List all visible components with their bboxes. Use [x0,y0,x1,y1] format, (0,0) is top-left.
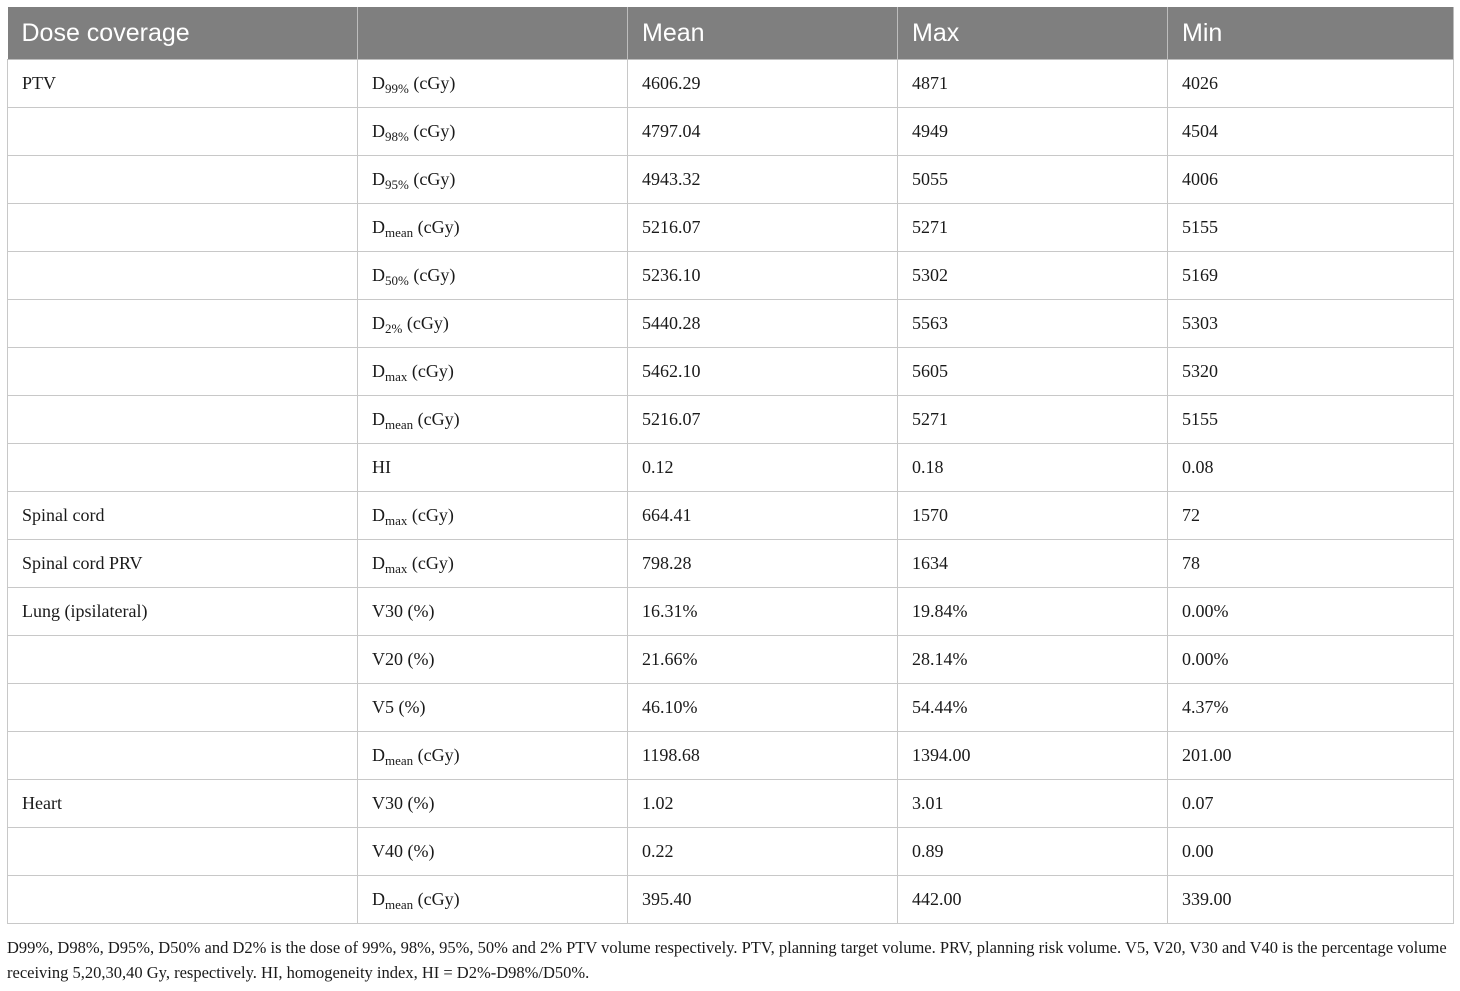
min-value-cell: 4504 [1168,108,1454,156]
structure-cell [8,828,358,876]
min-value-cell: 5303 [1168,300,1454,348]
metric-label: D [372,217,385,237]
dose-coverage-table-container [7,7,1453,924]
structure-cell [8,348,358,396]
structure-cell: Spinal cord [8,492,358,540]
metric-cell [358,540,628,588]
structure-cell [8,636,358,684]
mean-value-cell: 1198.68 [628,732,898,780]
structure-cell [8,444,358,492]
min-value-cell: 5155 [1168,396,1454,444]
metric-unit: (cGy) [413,409,460,429]
table-row [8,876,1454,924]
metric-unit: (cGy) [402,313,449,333]
max-value-cell: 5055 [898,156,1168,204]
metric-unit: (cGy) [413,889,460,909]
max-value-cell: 4871 [898,60,1168,108]
metric-subscript: 50% [385,273,409,288]
table-row [8,684,1454,732]
metric-subscript: 99% [385,81,409,96]
table-body [8,60,1454,924]
mean-value-cell: 0.12 [628,444,898,492]
min-value-cell: 4.37% [1168,684,1454,732]
max-value-cell: 4949 [898,108,1168,156]
metric-subscript: max [385,369,408,384]
metric-label: D [372,265,385,285]
mean-value-cell: 798.28 [628,540,898,588]
min-value-cell: 0.00% [1168,636,1454,684]
metric-label: D [372,889,385,909]
max-value-cell: 1634 [898,540,1168,588]
table-row [8,396,1454,444]
max-value-cell: 3.01 [898,780,1168,828]
column-header-max: Max [898,7,1168,60]
min-value-cell: 4026 [1168,60,1454,108]
metric-label: V5 (%) [372,697,426,717]
min-value-cell: 5155 [1168,204,1454,252]
structure-cell: Lung (ipsilateral) [8,588,358,636]
max-value-cell: 54.44% [898,684,1168,732]
metric-cell [358,444,628,492]
structure-cell: Spinal cord PRV [8,540,358,588]
metric-label: V30 (%) [372,793,435,813]
metric-cell [358,204,628,252]
min-value-cell: 72 [1168,492,1454,540]
min-value-cell: 201.00 [1168,732,1454,780]
table-row [8,348,1454,396]
table-footnote: D99%, D98%, D95%, D50% and D2% is the dose of 99%, 98%, 95%, 50% and 2% PTV volume respectively. PTV, planning target volume. PRV, planning risk volume. V5, V20, V30 and V40 is the percentage volume receiving 5,20,30,40 Gy, respectively. HI, homogeneity index, HI = D2%-D98%/D50%. [7,938,1447,982]
mean-value-cell: 395.40 [628,876,898,924]
table-row [8,732,1454,780]
min-value-cell: 0.00 [1168,828,1454,876]
structure-cell [8,876,358,924]
max-value-cell: 5271 [898,396,1168,444]
metric-subscript: mean [385,225,414,240]
metric-label: D [372,361,385,381]
metric-unit: (cGy) [408,121,456,141]
table-row [8,492,1454,540]
metric-subscript: mean [385,897,414,912]
column-header-mean: Mean [628,7,898,60]
metric-cell [358,732,628,780]
structure-cell [8,252,358,300]
min-value-cell: 0.00% [1168,588,1454,636]
metric-subscript: max [385,561,408,576]
min-value-cell: 339.00 [1168,876,1454,924]
structure-cell [8,156,358,204]
structure-cell: PTV [8,60,358,108]
structure-cell: Heart [8,780,358,828]
metric-label: HI [372,457,391,477]
table-row [8,156,1454,204]
table-row [8,252,1454,300]
min-value-cell: 78 [1168,540,1454,588]
min-value-cell: 5169 [1168,252,1454,300]
structure-cell [8,300,358,348]
metric-cell [358,492,628,540]
metric-cell [358,348,628,396]
max-value-cell: 19.84% [898,588,1168,636]
metric-subscript: mean [385,753,414,768]
metric-subscript: 98% [385,129,409,144]
table-row [8,444,1454,492]
max-value-cell: 5271 [898,204,1168,252]
structure-cell [8,684,358,732]
structure-cell [8,396,358,444]
metric-label: V20 (%) [372,649,435,669]
max-value-cell: 5302 [898,252,1168,300]
metric-cell [358,300,628,348]
table-header-row [8,7,1454,60]
table-row [8,828,1454,876]
metric-cell [358,828,628,876]
dose-coverage-table [7,7,1454,924]
metric-subscript: max [385,513,408,528]
max-value-cell: 28.14% [898,636,1168,684]
mean-value-cell: 16.31% [628,588,898,636]
mean-value-cell: 5216.07 [628,204,898,252]
metric-label: D [372,745,385,765]
metric-subscript: 95% [385,177,409,192]
mean-value-cell: 5216.07 [628,396,898,444]
metric-unit: (cGy) [407,553,454,573]
table-row [8,588,1454,636]
min-value-cell: 0.07 [1168,780,1454,828]
structure-cell [8,108,358,156]
metric-label: V30 (%) [372,601,435,621]
table-row [8,60,1454,108]
max-value-cell: 1570 [898,492,1168,540]
structure-cell [8,204,358,252]
metric-label: D [372,409,385,429]
structure-cell [8,732,358,780]
metric-subscript: mean [385,417,414,432]
table-row [8,204,1454,252]
metric-cell [358,252,628,300]
table-row [8,300,1454,348]
mean-value-cell: 4943.32 [628,156,898,204]
table-row [8,780,1454,828]
max-value-cell: 0.18 [898,444,1168,492]
metric-label: D [372,313,385,333]
metric-cell [358,108,628,156]
metric-label: V40 (%) [372,841,435,861]
mean-value-cell: 1.02 [628,780,898,828]
metric-label: D [372,121,385,141]
mean-value-cell: 4797.04 [628,108,898,156]
mean-value-cell: 46.10% [628,684,898,732]
metric-cell [358,588,628,636]
metric-label: D [372,169,385,189]
mean-value-cell: 664.41 [628,492,898,540]
metric-cell [358,780,628,828]
metric-label: D [372,553,385,573]
mean-value-cell: 5440.28 [628,300,898,348]
min-value-cell: 5320 [1168,348,1454,396]
mean-value-cell: 5462.10 [628,348,898,396]
metric-unit: (cGy) [407,361,454,381]
max-value-cell: 1394.00 [898,732,1168,780]
metric-unit: (cGy) [408,265,456,285]
metric-unit: (cGy) [408,73,456,93]
metric-label: D [372,73,385,93]
mean-value-cell: 0.22 [628,828,898,876]
column-header-min: Min [1168,7,1454,60]
metric-unit: (cGy) [407,505,454,525]
metric-unit: (cGy) [413,217,460,237]
min-value-cell: 4006 [1168,156,1454,204]
max-value-cell: 5605 [898,348,1168,396]
max-value-cell: 5563 [898,300,1168,348]
metric-unit: (cGy) [413,745,460,765]
table-row [8,540,1454,588]
metric-cell [358,684,628,732]
metric-label: D [372,505,385,525]
metric-cell [358,156,628,204]
metric-cell [358,60,628,108]
min-value-cell: 0.08 [1168,444,1454,492]
mean-value-cell: 5236.10 [628,252,898,300]
metric-cell [358,636,628,684]
mean-value-cell: 4606.29 [628,60,898,108]
table-row [8,108,1454,156]
mean-value-cell: 21.66% [628,636,898,684]
metric-cell [358,396,628,444]
column-header-dose-coverage: Dose coverage [8,7,358,60]
metric-subscript: 2% [385,321,403,336]
max-value-cell: 0.89 [898,828,1168,876]
metric-unit: (cGy) [408,169,456,189]
table-row [8,636,1454,684]
column-header-metric [358,7,628,60]
max-value-cell: 442.00 [898,876,1168,924]
metric-cell [358,876,628,924]
